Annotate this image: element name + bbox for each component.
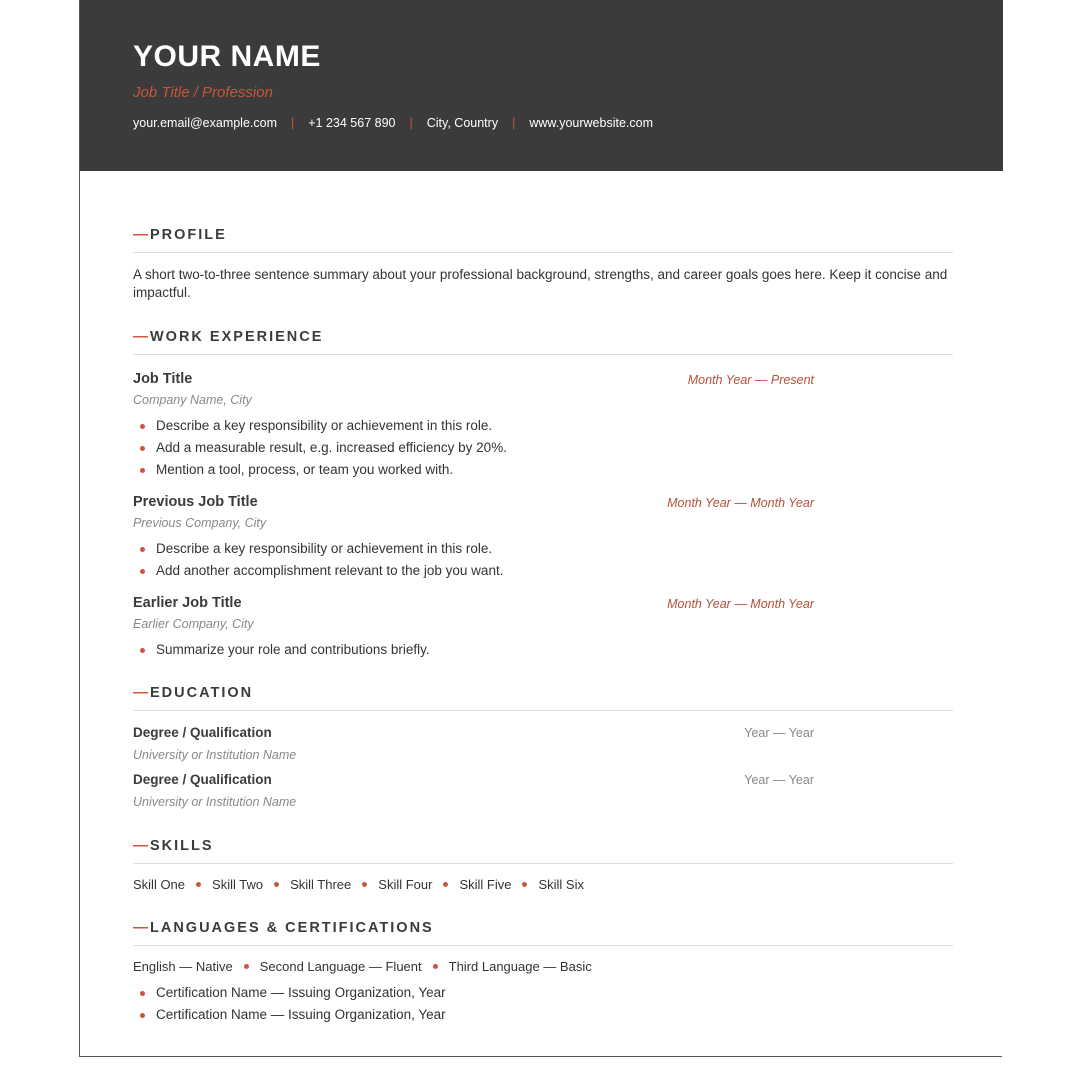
job-company: Company Name, City (133, 393, 252, 407)
job-company: Previous Company, City (133, 516, 267, 530)
list-item (133, 560, 503, 582)
bullet-text: Mention a tool, process, or team you worked with. (156, 462, 454, 477)
candidate-job-title: Job Title / Profession (133, 84, 273, 101)
resume-header (80, 0, 1003, 171)
bullet-dot (140, 468, 145, 473)
contact-phone: +1 234 567 890 (308, 116, 396, 130)
section-title: LANGUAGES & CERTIFICATIONS (150, 920, 434, 936)
separator-dot (362, 882, 367, 887)
education-years: Year — Year (744, 773, 814, 787)
section-title: SKILLS (150, 838, 214, 854)
separator-dot (244, 964, 249, 969)
section-heading-profile (133, 226, 953, 253)
profile-summary: A short two-to-three sentence summary about your professional background, strengths, and career goals goes here. Keep it concise and impactful. (133, 267, 948, 300)
list-item (133, 982, 446, 1004)
education-degree: Degree / Qualification (133, 725, 272, 740)
list-item (133, 538, 503, 560)
skill-item: Skill One (133, 877, 186, 892)
bullet-text: Describe a key responsibility or achievement in this role. (156, 541, 493, 556)
section-heading-skills (133, 837, 953, 864)
languages-list (133, 959, 592, 974)
language-item: Third Language — Basic (448, 959, 592, 974)
contact-separator: | (512, 116, 516, 130)
education-institution: University or Institution Name (133, 795, 297, 809)
skill-item: Skill Five (459, 877, 512, 892)
education-years: Year — Year (744, 726, 814, 740)
section-heading-experience (133, 328, 953, 355)
job-dates: Month Year — Month Year (667, 597, 814, 611)
job-title: Previous Job Title (133, 494, 258, 510)
bullet-text: Add another accomplishment relevant to the job you want. (156, 563, 504, 578)
bullet-dot (140, 547, 145, 552)
list-item (133, 639, 430, 661)
section-heading-education (133, 684, 953, 711)
job-dates: Month Year — Present (687, 373, 814, 387)
resume-page (79, 0, 1002, 1057)
language-item: Second Language — Fluent (259, 959, 422, 974)
bullet-dot (140, 569, 145, 574)
skill-item: Skill Three (290, 877, 352, 892)
education-institution: University or Institution Name (133, 748, 297, 762)
contact-separator: | (409, 116, 413, 130)
bullet-dot (140, 648, 145, 653)
job-bullets (133, 639, 430, 661)
section-title: PROFILE (150, 227, 227, 243)
section-title: WORK EXPERIENCE (150, 329, 324, 345)
contact-info (133, 116, 653, 130)
bullet-dot (140, 446, 145, 451)
contact-location: City, Country (426, 116, 499, 130)
job-title: Job Title (133, 371, 193, 387)
separator-dot (433, 964, 438, 969)
section-dash: — (133, 837, 148, 854)
separator-dot (274, 882, 279, 887)
job-bullets (133, 415, 507, 481)
job-title: Earlier Job Title (133, 595, 242, 611)
section-heading-languages (133, 919, 953, 946)
candidate-name: YOUR NAME (133, 40, 321, 73)
bullet-dot (140, 991, 145, 996)
list-item (133, 437, 507, 459)
separator-dot (196, 882, 201, 887)
job-company: Earlier Company, City (133, 617, 254, 631)
separator-dot (522, 882, 527, 887)
skill-item: Skill Two (212, 877, 264, 892)
separator-dot (443, 882, 448, 887)
section-dash: — (133, 328, 148, 345)
section-title: EDUCATION (150, 685, 254, 701)
section-dash: — (133, 684, 148, 701)
job-dates: Month Year — Month Year (667, 496, 814, 510)
bullet-text: Add a measurable result, e.g. increased efficiency by 20%. (156, 440, 507, 455)
bullet-text: Certification Name — Issuing Organization, Year (156, 985, 446, 1000)
contact-email: your.email@example.com (133, 116, 277, 130)
education-degree: Degree / Qualification (133, 772, 272, 787)
list-item (133, 1004, 446, 1026)
list-item (133, 415, 507, 437)
job-bullets (133, 538, 503, 582)
skill-item: Skill Four (378, 877, 433, 892)
bullet-dot (140, 1013, 145, 1018)
bullet-dot (140, 424, 145, 429)
bullet-text: Summarize your role and contributions briefly. (156, 642, 430, 657)
bullet-text: Certification Name — Issuing Organization, Year (156, 1007, 446, 1022)
section-dash: — (133, 919, 148, 936)
section-dash: — (133, 226, 148, 243)
bullet-text: Describe a key responsibility or achievement in this role. (156, 418, 493, 433)
language-item: English — Native (133, 959, 233, 974)
skill-item: Skill Six (538, 877, 584, 892)
contact-website: www.yourwebsite.com (529, 116, 653, 130)
skills-list (133, 877, 584, 892)
list-item (133, 459, 507, 481)
certifications-list (133, 982, 446, 1026)
contact-separator: | (291, 116, 295, 130)
